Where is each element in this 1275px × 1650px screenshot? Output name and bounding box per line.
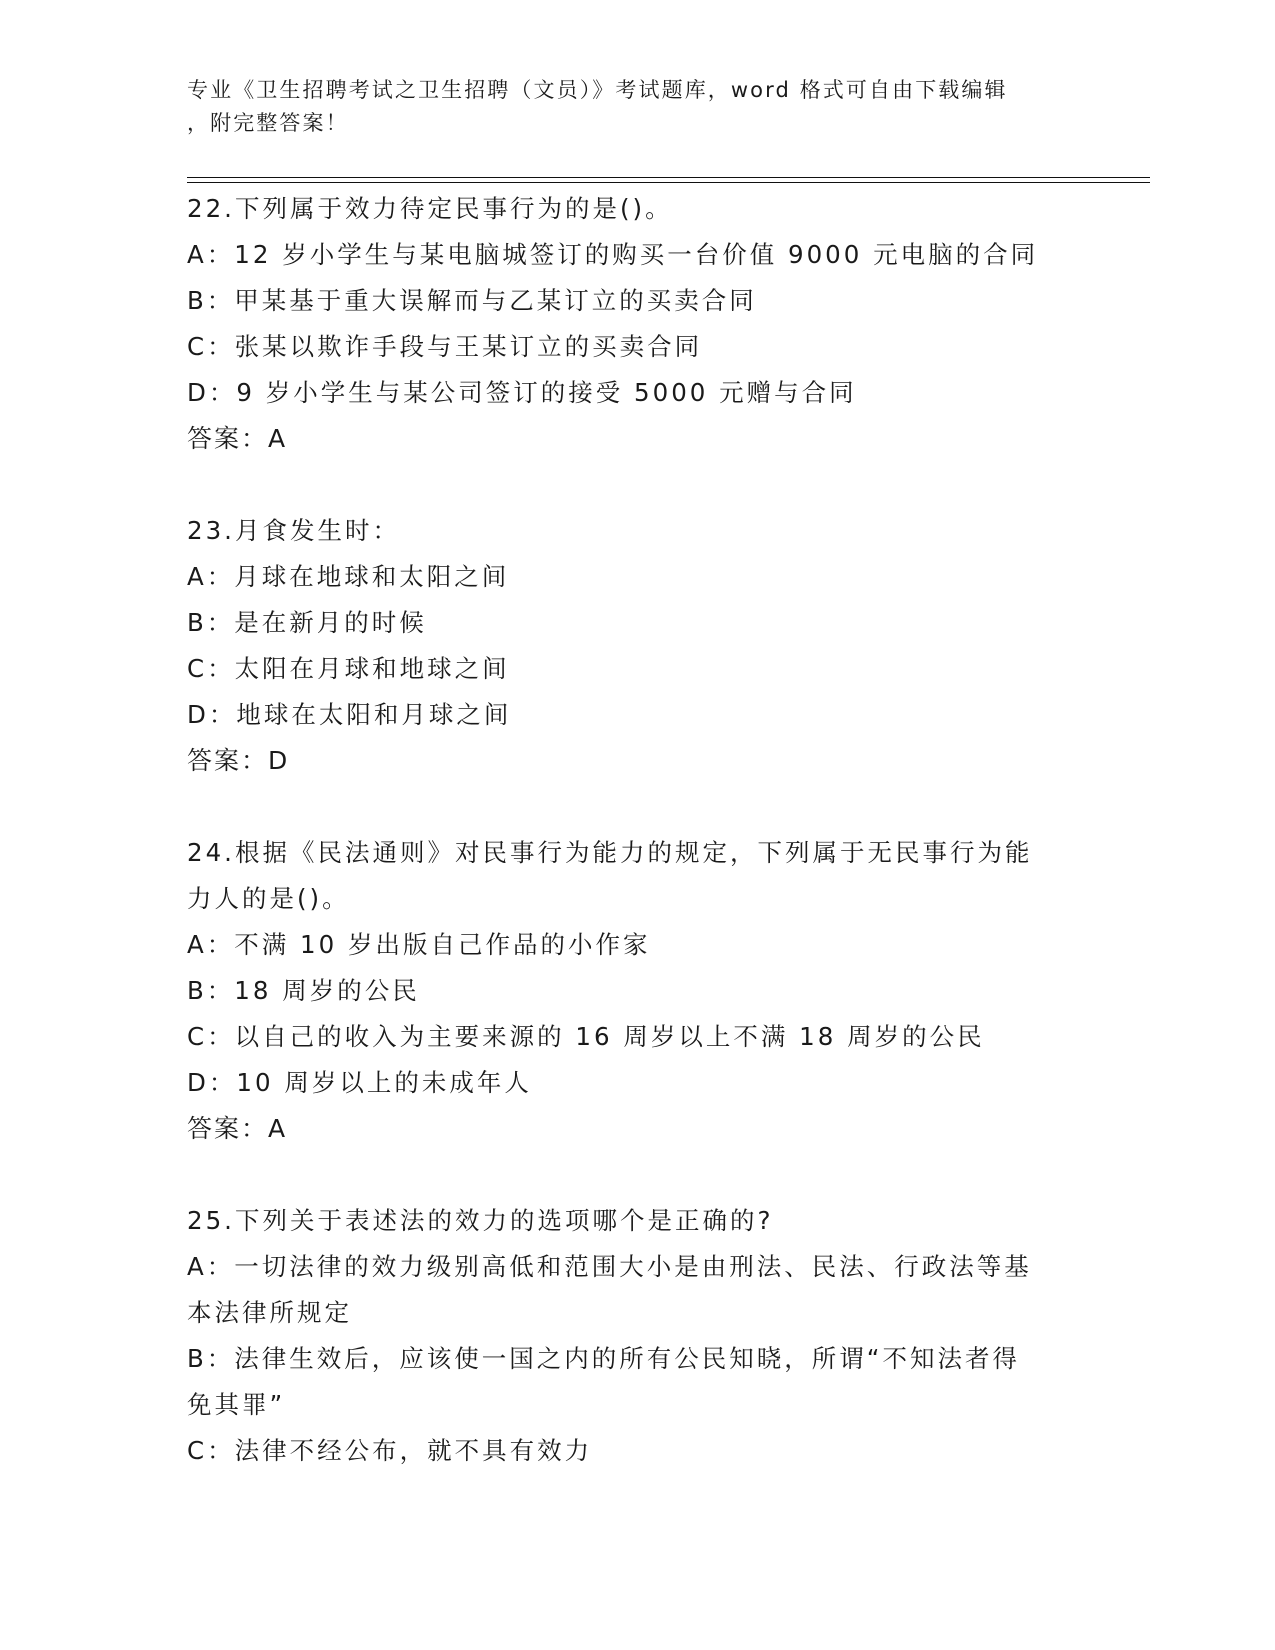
header-divider — [187, 177, 1150, 183]
header-line-2: ，附完整答案！ — [187, 111, 349, 135]
answer-option: A：12 岁小学生与某电脑城签订的购买一台价值 9000 元电脑的合同 — [187, 240, 1039, 269]
header-line-1: 专业《卫生招聘考试之卫生招聘（文员）》考试题库，word 格式可自由下载编辑 — [187, 78, 1008, 102]
answer-key: 答案：A — [187, 424, 288, 453]
answer-option: C：太阳在月球和地球之间 — [187, 654, 510, 683]
answer-option: A：一切法律的效力级别高低和范围大小是由刑法、民法、行政法等基 — [187, 1252, 1032, 1281]
question-stem: 22.下列属于效力待定民事行为的是()。 — [187, 194, 673, 223]
answer-option: B：甲某基于重大误解而与乙某订立的买卖合同 — [187, 286, 757, 315]
answer-option: B：法律生效后，应该使一国之内的所有公民知晓，所谓“不知法者得 — [187, 1344, 1020, 1373]
answer-option: A：月球在地球和太阳之间 — [187, 562, 510, 591]
document-header — [187, 74, 1087, 140]
answer-option: C：以自己的收入为主要来源的 16 周岁以上不满 18 周岁的公民 — [187, 1022, 985, 1051]
answer-option: D：9 岁小学生与某公司签订的接受 5000 元赠与合同 — [187, 378, 857, 407]
answer-key: 答案：A — [187, 1114, 288, 1143]
question-block — [187, 830, 1087, 1152]
question-block — [187, 186, 1087, 462]
answer-option: C：张某以欺诈手段与王某订立的买卖合同 — [187, 332, 703, 361]
answer-option: 免其罪” — [187, 1390, 286, 1419]
answer-option: 本法律所规定 — [187, 1298, 352, 1327]
question-stem: 25.下列关于表述法的效力的选项哪个是正确的? — [187, 1206, 774, 1235]
question-stem: 23.月食发生时： — [187, 516, 400, 545]
answer-option: D：地球在太阳和月球之间 — [187, 700, 512, 729]
question-stem: 24.根据《民法通则》对民事行为能力的规定，下列属于无民事行为能 — [187, 838, 1033, 867]
question-list — [187, 186, 1087, 1520]
question-block — [187, 1198, 1087, 1474]
answer-option: C：法律不经公布，就不具有效力 — [187, 1436, 593, 1465]
answer-option: D：10 周岁以上的未成年人 — [187, 1068, 532, 1097]
question-stem: 力人的是()。 — [187, 884, 350, 913]
answer-option: B：是在新月的时候 — [187, 608, 427, 637]
answer-option: B：18 周岁的公民 — [187, 976, 420, 1005]
answer-key: 答案：D — [187, 746, 290, 775]
question-block — [187, 508, 1087, 784]
answer-option: A：不满 10 岁出版自己作品的小作家 — [187, 930, 651, 959]
